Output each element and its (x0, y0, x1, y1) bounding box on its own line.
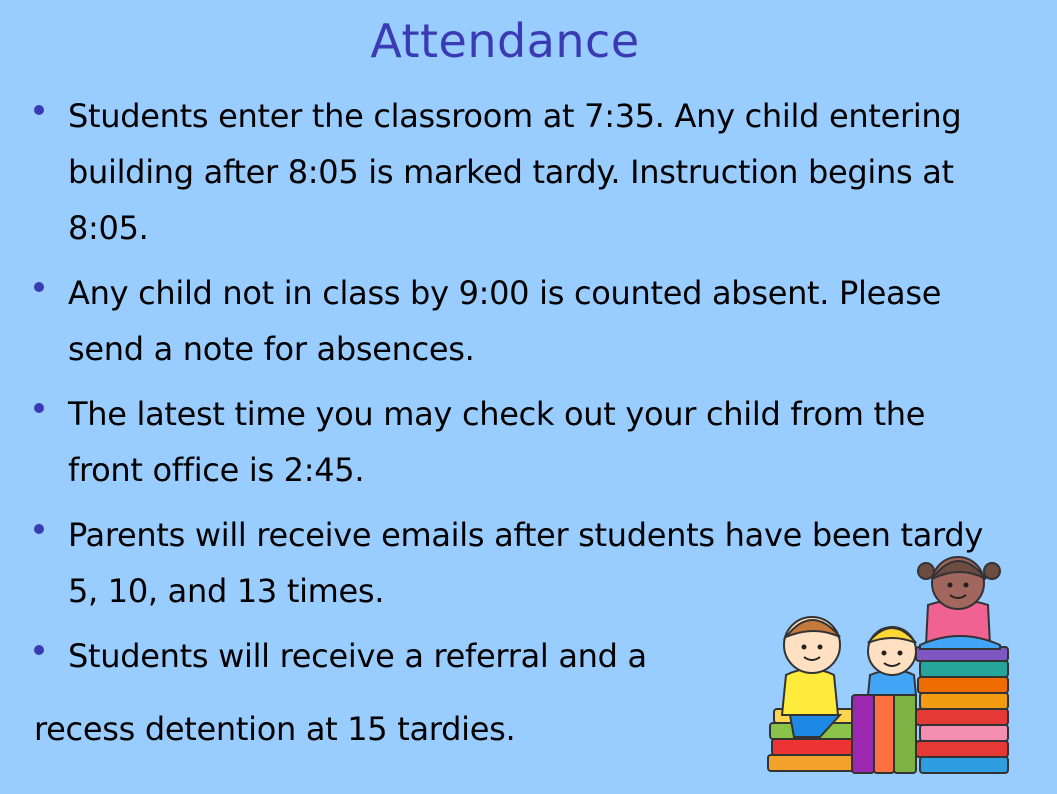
boy-figure-left (782, 617, 840, 737)
bullet-dot-icon (34, 524, 44, 534)
bullet-text: Parents will receive emails after students have been tardy 5, 10, and 13 times. (68, 516, 983, 610)
boy-figure-middle (868, 627, 916, 695)
bullet-item (32, 628, 808, 684)
bullet-item (32, 88, 1018, 256)
girl-figure (918, 557, 1000, 649)
bullet-text: Students enter the classroom at 7:35. Any child entering building after 8:05 is marked tardy. Instruction begins at 8:05. (68, 97, 962, 247)
bullet-dot-icon (34, 282, 44, 292)
bullet-dot-icon (34, 105, 44, 115)
bullet-item (32, 386, 948, 498)
bullet-text: Any child not in class by 9:00 is counted absent. Please send a note for absences. (68, 274, 942, 368)
upright-books (852, 689, 916, 773)
slide-title: Attendance (370, 14, 640, 68)
book-stack-right (916, 647, 1008, 773)
bullet-dot-icon (34, 645, 44, 655)
bullet-text: Students will receive a referral and a (68, 637, 647, 675)
kids-on-books-clipart (760, 545, 1020, 785)
bullet-text: The latest time you may check out your child from the front office is 2:45. (68, 395, 926, 489)
bullet-continuation-text: recess detention at 15 tardies. (34, 710, 516, 748)
bullet-dot-icon (34, 403, 44, 413)
bullet-item (32, 265, 1018, 377)
